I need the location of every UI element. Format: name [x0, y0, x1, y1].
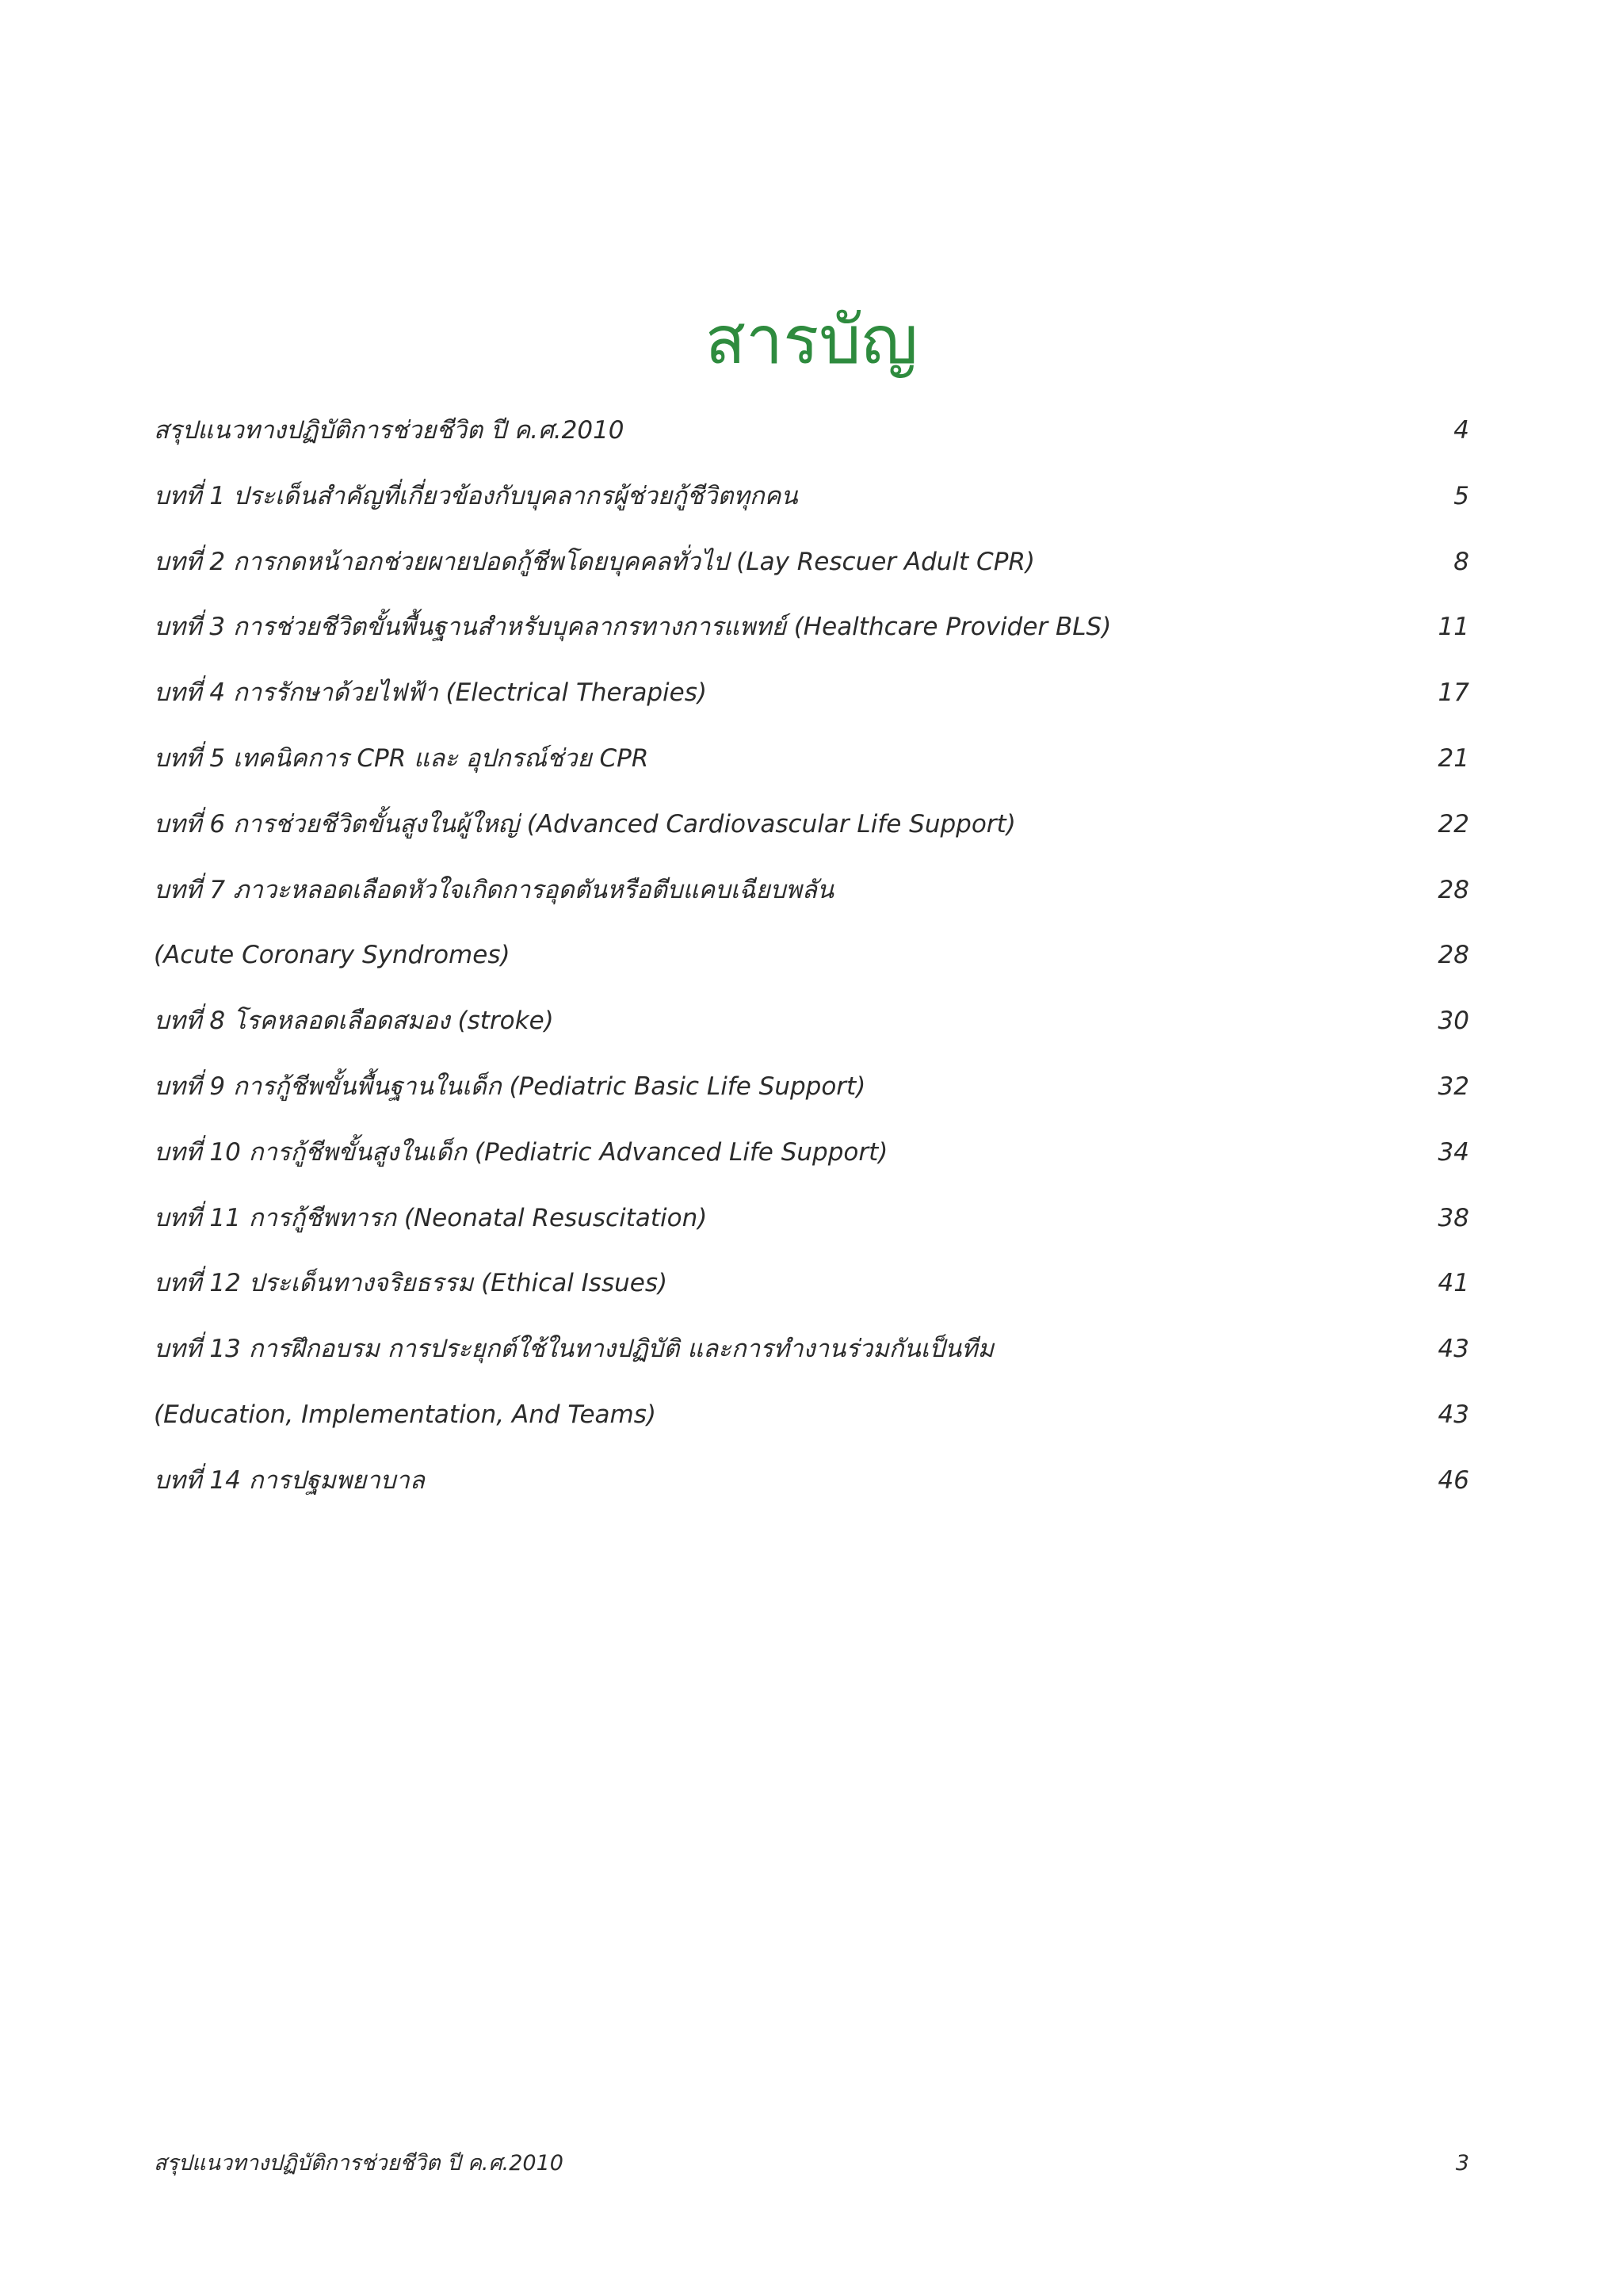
toc-entry[interactable]: [154, 933, 1469, 999]
toc-entry-title: บทที่ 4 การรักษาด้วยไฟฟ้า (Electrical Therapies): [154, 678, 707, 708]
toc-entry-page-number: 43: [1438, 1335, 1469, 1364]
toc-entry-page-number: 43: [1438, 1400, 1469, 1429]
toc-entry[interactable]: [154, 1261, 1469, 1327]
toc-entry-title: บทที่ 8 โรคหลอดเลือดสมอง (stroke): [154, 1007, 554, 1036]
footer-page-number: 3: [1455, 2151, 1469, 2176]
toc-entry-title: บทที่ 11 การกู้ชีพทารก (Neonatal Resuscitation): [154, 1203, 708, 1232]
toc-entry-page-number: 8: [1453, 547, 1469, 576]
toc-entry-page-number: 17: [1438, 678, 1469, 708]
page-footer: [154, 2144, 1469, 2183]
toc-entry-title: (Acute Coronary Syndromes): [154, 941, 510, 970]
toc-entry[interactable]: [154, 540, 1469, 606]
table-of-contents: [154, 408, 1469, 1524]
toc-entry-title: สรุปแนวทางปฏิบัติการช่วยชีวิต ปี ค.ศ.2010: [154, 416, 624, 445]
toc-entry-title: บทที่ 3 การช่วยชีวิตขั้นพื้นฐานสำหรับบุคลากรทางการแพทย์ (Healthcare Provider BLS): [154, 613, 1112, 642]
footer-text: สรุปแนวทางปฏิบัติการช่วยชีวิต ปี ค.ศ.2010: [154, 2151, 563, 2176]
toc-entry-page-number: 41: [1438, 1269, 1469, 1298]
toc-entry[interactable]: [154, 1392, 1469, 1458]
toc-entry-page-number: 4: [1453, 416, 1469, 445]
toc-entry-title: บทที่ 14 การปฐมพยาบาล: [154, 1465, 425, 1495]
toc-entry-page-number: 32: [1438, 1072, 1469, 1101]
toc-entry-title: บทที่ 10 การกู้ชีพขั้นสูงในเด็ก (Pediatric Advanced Life Support): [154, 1137, 888, 1167]
toc-entry[interactable]: [154, 1130, 1469, 1196]
toc-entry-page-number: 11: [1438, 613, 1469, 642]
toc-entry-title: บทที่ 9 การกู้ชีพขั้นพื้นฐานในเด็ก (Pediatric Basic Life Support): [154, 1072, 866, 1101]
toc-entry-title: บทที่ 1 ประเด็นสำคัญที่เกี่ยวข้องกับบุคลากรผู้ช่วยกู้ชีวิตทุกคน: [154, 481, 798, 510]
toc-entry[interactable]: [154, 408, 1469, 474]
toc-entry-page-number: 5: [1453, 481, 1469, 510]
toc-entry[interactable]: [154, 999, 1469, 1064]
toc-entry[interactable]: [154, 1064, 1469, 1130]
toc-entry-page-number: 46: [1438, 1465, 1469, 1495]
toc-entry-page-number: 28: [1438, 941, 1469, 970]
page-title: สารบัญ: [705, 301, 918, 380]
toc-entry-page-number: 22: [1438, 809, 1469, 839]
toc-entry[interactable]: [154, 1327, 1469, 1392]
toc-entry[interactable]: [154, 474, 1469, 540]
toc-entry-title: บทที่ 6 การช่วยชีวิตขั้นสูงในผู้ใหญ่ (Advanced Cardiovascular Life Support): [154, 809, 1016, 839]
toc-entry-page-number: 30: [1438, 1007, 1469, 1036]
toc-entry[interactable]: [154, 1458, 1469, 1524]
toc-entry-title: บทที่ 7 ภาวะหลอดเลือดหัวใจเกิดการอุดตันหรือตีบแคบเฉียบพลัน: [154, 875, 834, 904]
toc-entry[interactable]: [154, 868, 1469, 934]
toc-entry-title: บทที่ 13 การฝึกอบรม การประยุกต์ใช้ในทางปฏิบัติ และการทำงานร่วมกันเป็นทีม: [154, 1335, 995, 1364]
toc-entry[interactable]: [154, 670, 1469, 736]
toc-entry[interactable]: [154, 802, 1469, 868]
toc-entry[interactable]: [154, 1196, 1469, 1262]
toc-entry[interactable]: [154, 605, 1469, 670]
toc-entry-page-number: 21: [1438, 743, 1469, 773]
toc-entry-title: (Education, Implementation, And Teams): [154, 1400, 657, 1429]
toc-entry-page-number: 34: [1438, 1137, 1469, 1167]
toc-entry-title: บทที่ 5 เทคนิคการ CPR และ อุปกรณ์ช่วย CPR: [154, 743, 649, 773]
toc-entry-title: บทที่ 12 ประเด็นทางจริยธรรม (Ethical Issues): [154, 1269, 668, 1298]
toc-entry-page-number: 28: [1438, 875, 1469, 904]
toc-entry-page-number: 38: [1438, 1203, 1469, 1232]
toc-entry-title: บทที่ 2 การกดหน้าอกช่วยผายปอดกู้ชีพโดยบุคคลทั่วไป (Lay Rescuer Adult CPR): [154, 547, 1036, 576]
toc-entry[interactable]: [154, 736, 1469, 802]
